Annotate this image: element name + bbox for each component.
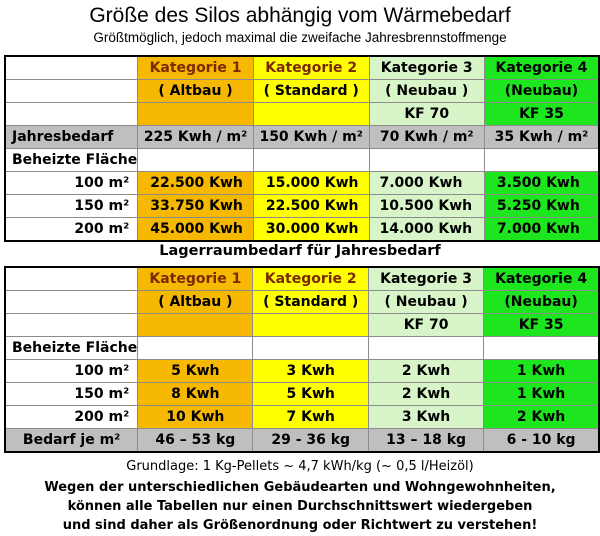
footer-note-line: Wegen der unterschiedlichen Gebäudearten und Wohngewohnheiten, <box>44 480 556 495</box>
area-label: 200 m² <box>5 218 138 242</box>
jahresbedarf-value: 70 Kwh / m² <box>369 126 484 149</box>
jahresbedarf-label: Jahresbedarf <box>5 126 138 149</box>
flaeche-header-row <box>5 149 599 172</box>
footer-note-line: und sind daher als Größenordnung oder Richtwert zu verstehen! <box>62 518 538 533</box>
area-label: 100 m² <box>5 172 138 195</box>
area-label: 150 m² <box>5 195 138 218</box>
bedarf-label: Bedarf je m² <box>5 429 138 453</box>
category-kf-row <box>5 103 599 126</box>
value-cell: 8 Kwh <box>138 383 253 406</box>
category-1-type: ( Altbau ) <box>138 80 254 103</box>
category-3-type: ( Neubau ) <box>369 80 484 103</box>
table-row <box>5 195 599 218</box>
area-label: 200 m² <box>5 406 138 429</box>
empty-cell <box>5 291 138 314</box>
value-cell: 7 Kwh <box>253 406 368 429</box>
value-cell: 2 Kwh <box>368 383 483 406</box>
category-4-name: Kategorie 4 <box>484 267 599 291</box>
category-2-type: ( Standard ) <box>253 80 369 103</box>
category-1-name: Kategorie 1 <box>138 267 253 291</box>
lagerraum-title: Lagerraumbedarf für Jahresbedarf <box>159 243 441 259</box>
value-cell: 10 Kwh <box>138 406 253 429</box>
area-label: 100 m² <box>5 360 138 383</box>
empty-cell <box>5 103 138 126</box>
category-4-kf: KF 35 <box>484 103 599 126</box>
category-3-name: Kategorie 3 <box>369 56 484 80</box>
jahresbedarf-row <box>5 126 599 149</box>
jahresbedarf-table <box>4 55 600 242</box>
category-1-type: ( Altbau ) <box>138 291 253 314</box>
category-name-row <box>5 56 599 80</box>
category-4-name: Kategorie 4 <box>484 56 599 80</box>
empty-cell <box>5 80 138 103</box>
category-kf-row <box>5 314 599 337</box>
jahresbedarf-value: 35 Kwh / m² <box>484 126 599 149</box>
empty-cell <box>5 314 138 337</box>
empty-cell <box>5 267 138 291</box>
table-row <box>5 360 599 383</box>
category-type-row <box>5 80 599 103</box>
value-cell: 45.000 Kwh <box>138 218 254 242</box>
category-2-kf <box>253 314 368 337</box>
table-row <box>5 406 599 429</box>
category-4-type: (Neubau) <box>484 80 599 103</box>
jahresbedarf-value: 150 Kwh / m² <box>253 126 369 149</box>
value-cell: 1 Kwh <box>484 360 599 383</box>
bedarf-row <box>5 429 599 453</box>
bedarf-value: 29 - 36 kg <box>253 429 368 453</box>
bedarf-value: 46 – 53 kg <box>138 429 253 453</box>
value-cell: 30.000 Kwh <box>253 218 369 242</box>
category-1-name: Kategorie 1 <box>138 56 254 80</box>
value-cell: 5 Kwh <box>253 383 368 406</box>
value-cell: 2 Kwh <box>484 406 599 429</box>
page-title: Größe des Silos abhängig vom Wärmebedarf <box>89 4 511 27</box>
category-type-row <box>5 291 599 314</box>
table-row <box>5 218 599 242</box>
category-3-kf: KF 70 <box>368 314 483 337</box>
page-subtitle: Größtmöglich, jedoch maximal die zweifache Jahresbrennstoffmenge <box>93 30 507 45</box>
category-4-kf: KF 35 <box>484 314 599 337</box>
value-cell: 7.000 Kwh <box>484 218 599 242</box>
category-1-kf <box>138 103 254 126</box>
category-2-name: Kategorie 2 <box>253 56 369 80</box>
value-cell: 5 Kwh <box>138 360 253 383</box>
beheizte-flaeche-label: Beheizte Fläche <box>5 149 138 172</box>
value-cell: 5.250 Kwh <box>484 195 599 218</box>
category-4-type: (Neubau) <box>484 291 599 314</box>
bedarf-value: 6 - 10 kg <box>484 429 599 453</box>
category-3-type: ( Neubau ) <box>368 291 483 314</box>
flaeche-header-row <box>5 337 599 360</box>
value-cell: 33.750 Kwh <box>138 195 254 218</box>
lagerraum-table <box>4 266 600 453</box>
value-cell: 22.500 Kwh <box>138 172 254 195</box>
category-3-name: Kategorie 3 <box>368 267 483 291</box>
table-row <box>5 383 599 406</box>
bedarf-value: 13 – 18 kg <box>368 429 483 453</box>
category-2-kf <box>253 103 369 126</box>
category-2-type: ( Standard ) <box>253 291 368 314</box>
table-row <box>5 172 599 195</box>
value-cell: 7.000 Kwh <box>369 172 484 195</box>
category-2-name: Kategorie 2 <box>253 267 368 291</box>
value-cell: 3 Kwh <box>253 360 368 383</box>
footer-note-line: können alle Tabellen nur einen Durchschnittswert wiedergeben <box>67 499 533 514</box>
value-cell: 14.000 Kwh <box>369 218 484 242</box>
category-1-kf <box>138 314 253 337</box>
value-cell: 15.000 Kwh <box>253 172 369 195</box>
empty-cell <box>5 56 138 80</box>
value-cell: 10.500 Kwh <box>369 195 484 218</box>
area-label: 150 m² <box>5 383 138 406</box>
value-cell: 1 Kwh <box>484 383 599 406</box>
beheizte-flaeche-label: Beheizte Fläche <box>5 337 138 360</box>
value-cell: 22.500 Kwh <box>253 195 369 218</box>
category-3-kf: KF 70 <box>369 103 484 126</box>
value-cell: 3.500 Kwh <box>484 172 599 195</box>
value-cell: 2 Kwh <box>368 360 483 383</box>
value-cell: 3 Kwh <box>368 406 483 429</box>
category-name-row <box>5 267 599 291</box>
jahresbedarf-value: 225 Kwh / m² <box>138 126 254 149</box>
footer-basis: Grundlage: 1 Kg-Pellets ~ 4,7 kWh/kg (~ 0,5 l/Heizöl) <box>126 459 474 474</box>
